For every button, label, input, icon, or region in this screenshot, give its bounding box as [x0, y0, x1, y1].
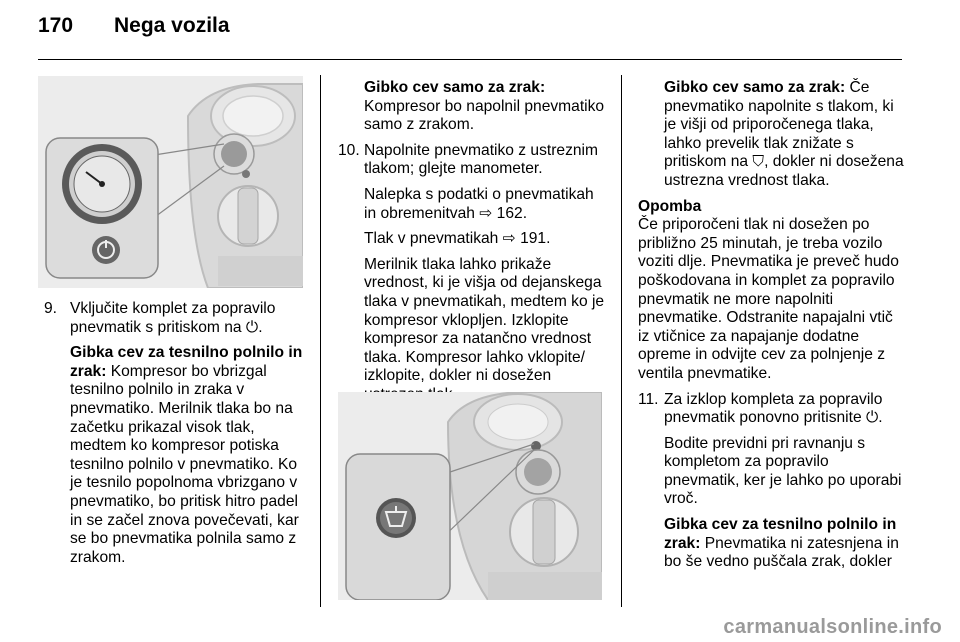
item-paragraph: Tlak v pnevmatikah ⇨ 191.	[364, 230, 551, 248]
compressor-gauge-illustration	[38, 76, 303, 288]
page-title: Nega vozila	[114, 14, 230, 37]
item-paragraph	[664, 516, 906, 572]
note-title: Opomba	[638, 197, 702, 215]
bold-lead: Gibko cev samo za zrak:	[364, 79, 546, 96]
list-item-10	[338, 142, 606, 405]
item-paragraph: Bodite previdni pri ravnanju s kompletom za popravilo pnevmatik, ker je lahko po uporabi vroč.	[664, 434, 902, 508]
page-header	[38, 14, 230, 38]
column-divider-2	[621, 75, 622, 607]
body-text: Pnevmatika ni zatesnjena in bo še vedno puščala zrak, dokler	[664, 534, 899, 571]
page-number: 170	[38, 14, 74, 37]
item-text: Za izklop kompleta za popravilo pnevmatik ponovno pritisnite ⏻.	[664, 390, 883, 427]
bold-lead: Gibko cev samo za zrak:	[664, 79, 846, 96]
column-3	[638, 79, 906, 579]
continued-paragraph	[338, 79, 606, 135]
note-body: Če priporočeni tlak ni dosežen po približno 25 minutah, je treba vozilo voziti dlje. Pnevmatika je preveč hudo poškodovana in komplet za popravilo pnevmatik ne more napolniti pnevmatike. Odstranite napajalni vtič iz vtičnice za napajanje dodatne opreme in odvijte cev za polnjenje z ventila pnevmatike.	[638, 216, 899, 382]
body-text: Kompresor bo vbrizgal tesnilno polnilo in zraka v pnevmatiko. Merilnik tlaka bo na začetku prikazal visok tlak, medtem ko kompresor potiska tesnilno polnilo v pnevmatiko. Ko je tesnilo popolnoma vbrizgano v pnevmatiko, bo pritisk hitro padel in se začel znova povečevati, kar se bo pnevmatika polnila samo z zrakom.	[70, 362, 299, 566]
item-number: 10.	[338, 141, 360, 159]
item-text: Napolnite pnevmatiko z ustreznim tlakom; glejte manometer.	[364, 141, 599, 178]
body-text: Kompresor bo napolnil pnevmatiko samo z zrakom.	[364, 97, 605, 134]
watermark: carmanualsonline.info	[723, 616, 942, 638]
header-rule	[38, 59, 902, 60]
air-hose-paragraph	[638, 79, 906, 191]
item-text: Vključite komplet za popravilo pnevmatik s pritiskom na ⏻.	[70, 300, 276, 336]
item-paragraph: Nalepka s podatki o pnevmatikah in obremenitvah ⇨ 162.	[364, 185, 594, 222]
note-block	[638, 198, 906, 384]
column-2	[338, 79, 606, 412]
compressor-deflate-button-illustration	[338, 392, 602, 600]
item-paragraph	[70, 344, 306, 567]
item-number: 9.	[44, 300, 58, 317]
body-text: Če pnevmatiko napolnite s tlakom, ki je višji od priporočenega tlaka, lahko prevelik tlak znižate s pritiskom na ⛉, dokler ni dosežena ustrezna vrednost tlaka.	[664, 79, 904, 189]
item-paragraph: Merilnik tlaka lahko prikaže vrednost, ki je višja od dejanskega tlaka v pnevmatikah, medtem ko je kompresor vklopljen. Izklopite kompresor za natančno vrednost tlaka. Kompresor lahko vklopite/ izklopite, dokler ni dosežen	[364, 255, 605, 385]
column-1	[44, 300, 306, 574]
bold-lead: Gibka cev za tesnilno polnilo in zrak:	[70, 344, 303, 380]
list-item-11	[638, 391, 906, 572]
column-divider-1	[320, 75, 321, 607]
bold-lead: Gibka cev za tesnilno polnilo in zrak:	[664, 516, 897, 552]
item-number: 11.	[638, 390, 659, 408]
list-item-9	[44, 300, 306, 567]
